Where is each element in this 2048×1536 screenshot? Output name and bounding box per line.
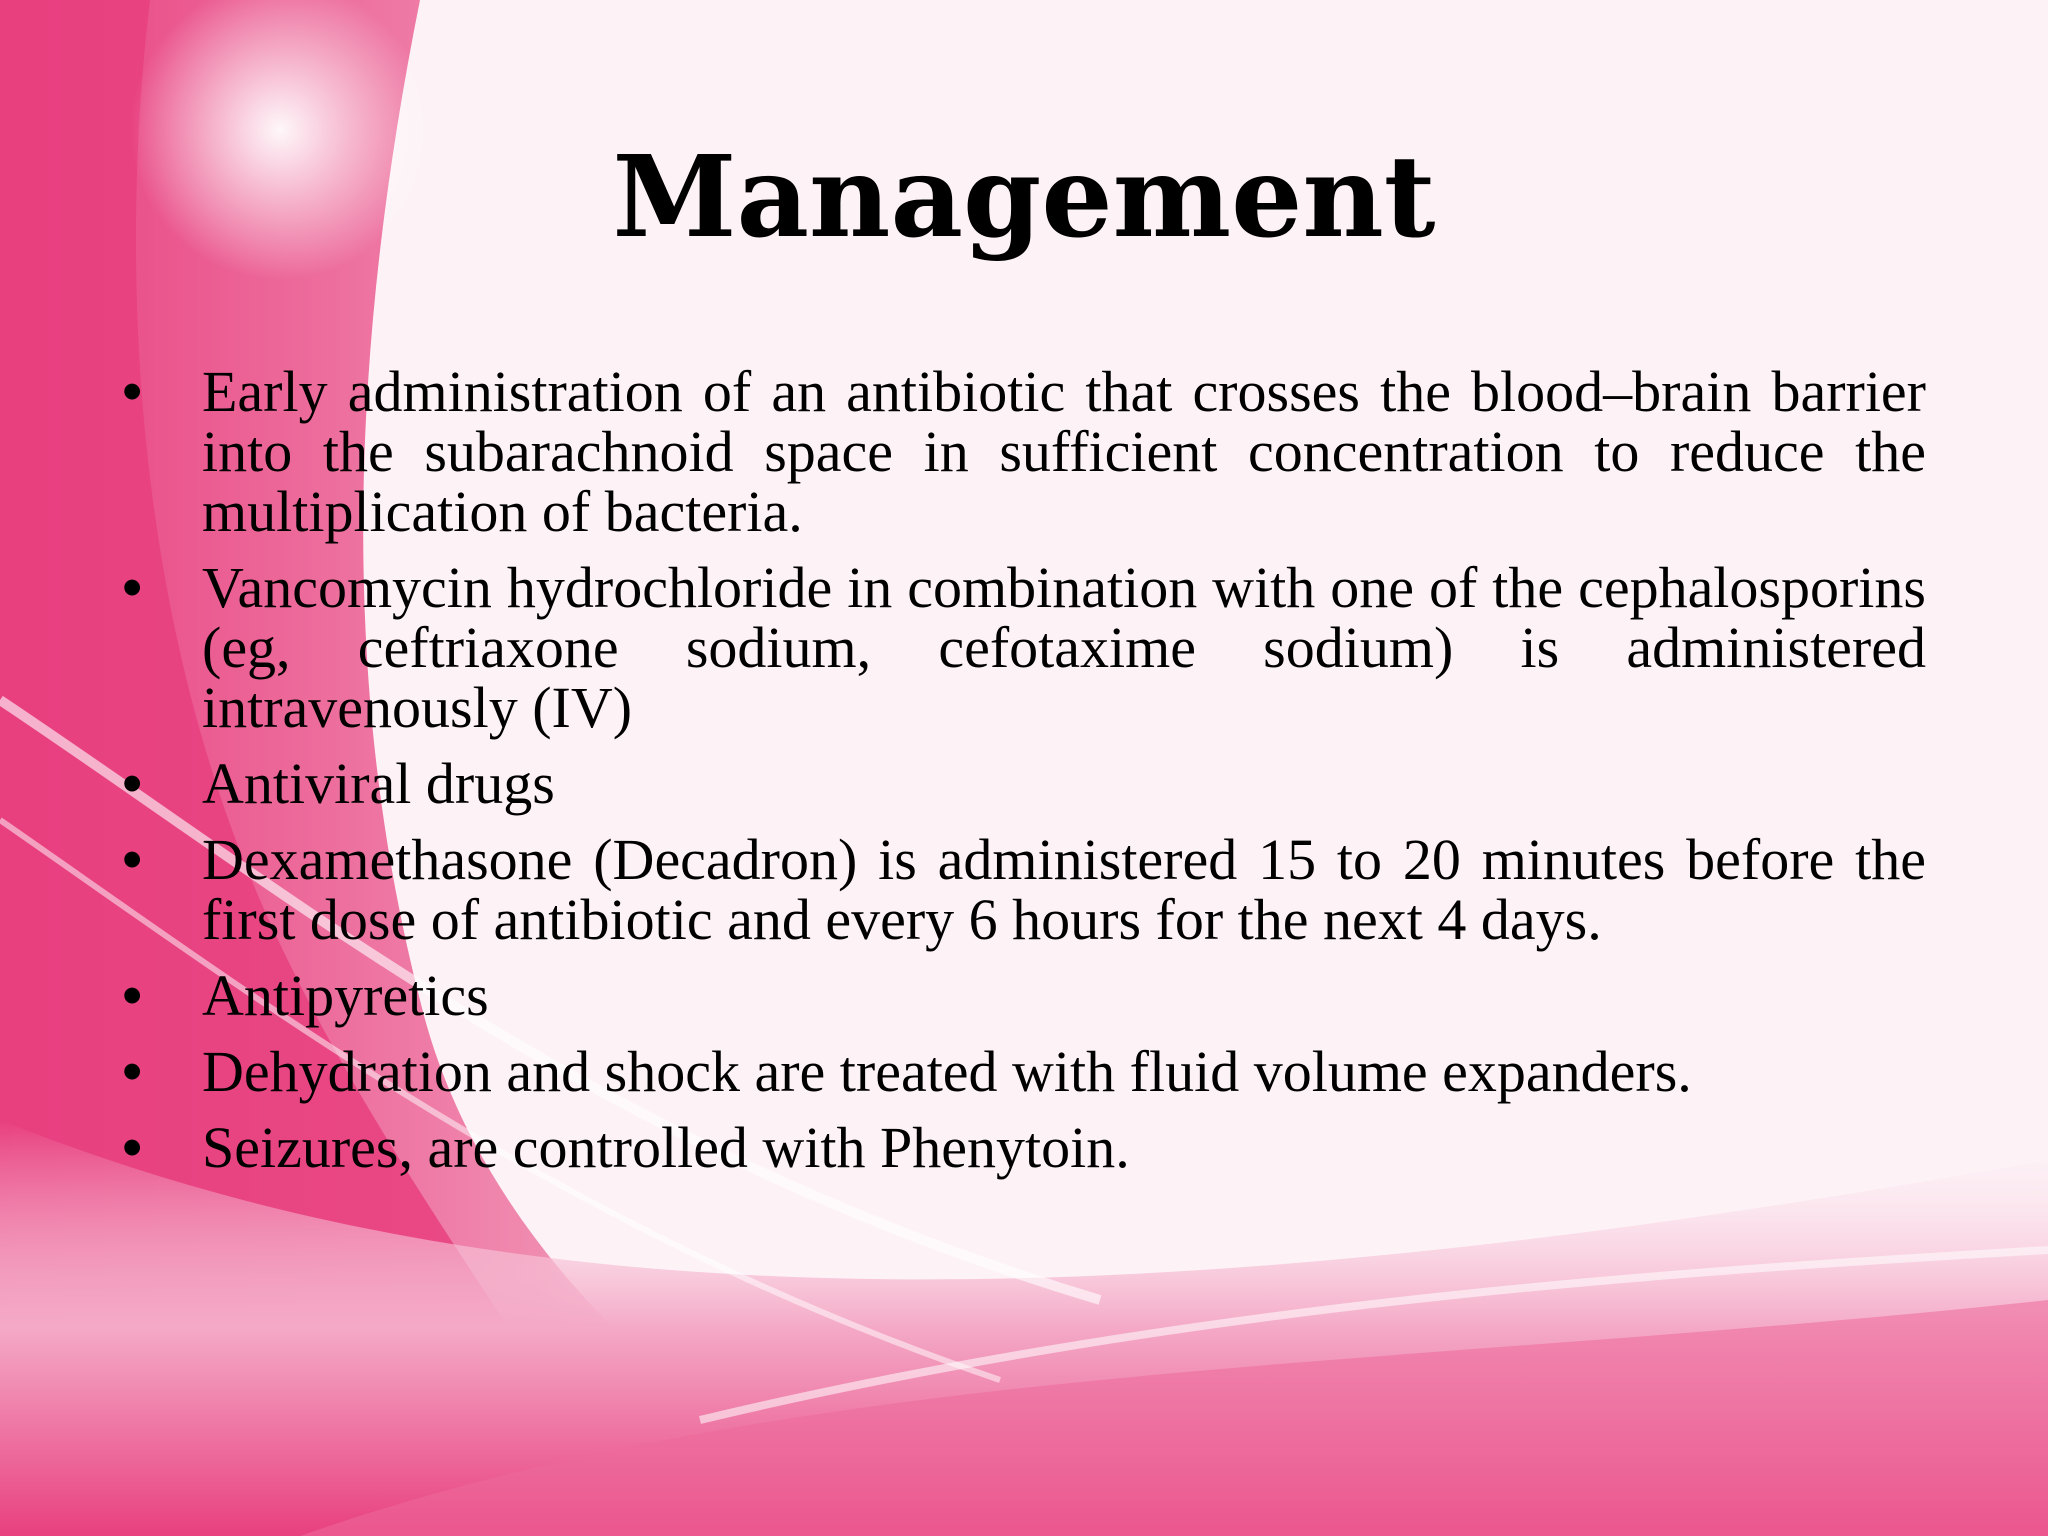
bullet-dot-icon: • (122, 1039, 143, 1104)
bullet-text: Antipyretics (202, 963, 489, 1028)
bullet-item (118, 359, 1926, 544)
bullet-text: Dexamethasone (Decadron) is administered 15 to 20 minutes before the first dose of antibiotic and every 6 hours for the next 4 days. (202, 827, 1926, 952)
bullet-list (118, 359, 1926, 1194)
bullet-dot-icon: • (122, 751, 143, 816)
bullet-dot-icon: • (122, 1115, 143, 1180)
bullet-dot-icon: • (122, 963, 143, 1028)
bullet-item (118, 963, 1926, 1028)
bullet-dot-icon: • (122, 359, 143, 424)
bullet-item (118, 555, 1926, 740)
bullet-item (118, 1039, 1926, 1104)
bullet-text: Vancomycin hydrochloride in combination with one of the cephalosporins (eg, ceftriaxone sodium, cefotaxime sodium) is administered intravenously (IV) (202, 555, 1926, 740)
bullet-item (118, 1115, 1926, 1180)
bullet-item (118, 827, 1926, 952)
bullet-text: Dehydration and shock are treated with fluid volume expanders. (202, 1039, 1692, 1104)
bullet-dot-icon: • (122, 555, 143, 620)
bullet-dot-icon: • (122, 827, 143, 892)
slide-title: Management (612, 132, 1436, 263)
bullet-text: Early administration of an antibiotic that crosses the blood–brain barrier into the subarachnoid space in sufficient concentration to reduce the multiplication of bacteria. (202, 359, 1926, 544)
bullet-text: Antiviral drugs (202, 751, 555, 816)
bullet-item (118, 751, 1926, 816)
bullet-text: Seizures, are controlled with Phenytoin. (202, 1115, 1130, 1180)
